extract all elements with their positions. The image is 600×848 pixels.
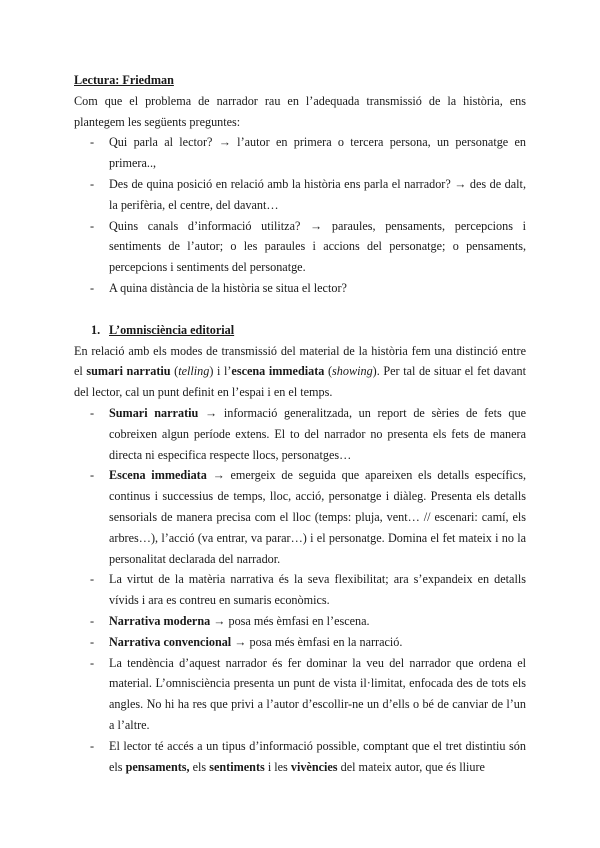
document-body xyxy=(74,70,526,777)
bullet-sumari: - Sumari narratiu → informació generalitzada, un report de sèries de fets que cobreixen algun període extens. El to del narrador no presenta els fets de manera directa ni especifica respecte llocs, personatges… xyxy=(74,403,526,465)
term-telling: telling xyxy=(178,364,210,379)
bullet-lector: - El lector té accés a un tipus d’informació possible, comptant que el tret distintiu són els pensaments, els sentiments i les vivències del mateix autor, que és lliure xyxy=(74,736,526,778)
intro-paragraph: Com que el problema de narrador rau en l’adequada transmissió de la història, ens plantegem les següents preguntes: xyxy=(74,93,526,129)
question-item: - Qui parla al lector? → l’autor en primera o tercera persona, un personatge en primera.., xyxy=(74,132,526,174)
bullet-moderna: - Narrativa moderna → posa més èmfasi en l’escena. xyxy=(74,611,526,632)
question-item: - Quins canals d’informació utilitza? → paraules, pensaments, percepcions i sentiments de l’autor; o les paraules i accions del personatge; o pensaments, percepcions i sentiments del personatge. xyxy=(74,216,526,278)
bullet-convencional: - Narrativa convencional → posa més èmfasi en la narració. xyxy=(74,632,526,653)
question-item: - Des de quina posició en relació amb la història ens parla el narrador? → des de dalt, la perifèria, el centre, del davant… xyxy=(74,174,526,216)
section-title: L’omnisciència editorial xyxy=(109,322,235,337)
section-intro: En relació amb els modes de transmissió del material de la història fem una distinció entre el sumari narratiu (telling) i l’escena immediata (showing). Per tal de situar el fet davant del lector, cal un punt definit en l’espai i en el temps. xyxy=(74,343,527,400)
document-title: Lectura: Friedman xyxy=(74,73,174,87)
term-showing: showing xyxy=(332,364,373,379)
bullet-virtut: - La virtut de la matèria narrativa és la seva flexibilitat; ara s’expandeix en detalls vívids i ara es contreu en sumaris econòmics. xyxy=(74,569,526,611)
bullet-tendencia: - La tendència d’aquest narrador és fer dominar la veu del narrador que ordena el material. L’omnisciència presenta un punt de vista il·limitat, enfocada des de tots els angles. No hi ha res que privi a l’autor d’escollir-ne un d’ells o bé de canviar de l’un a l’altre. xyxy=(74,653,526,736)
question-item: - A quina distància de la història se situa el lector? xyxy=(74,278,526,299)
spacer xyxy=(74,299,526,320)
section-bullets xyxy=(74,403,526,777)
section-number: 1. xyxy=(91,322,101,337)
section-heading xyxy=(74,320,526,341)
term-sumari: sumari narratiu xyxy=(86,364,171,379)
bullet-escena: - Escena immediata → emergeix de seguida que apareixen els detalls específics, continus i successius de temps, lloc, acció, personatge i diàleg. Presenta els detalls sensorials de manera precisa com el lloc (temps: pluja, vent… // escenari: camí, els arbres…), l’acció (va entrar, va parar…) i el personatge. Domina el fet mateix i no la personalitat declarada del narrador. xyxy=(74,465,526,569)
term-escena: escena immediata xyxy=(231,364,325,379)
questions-list xyxy=(74,132,526,298)
